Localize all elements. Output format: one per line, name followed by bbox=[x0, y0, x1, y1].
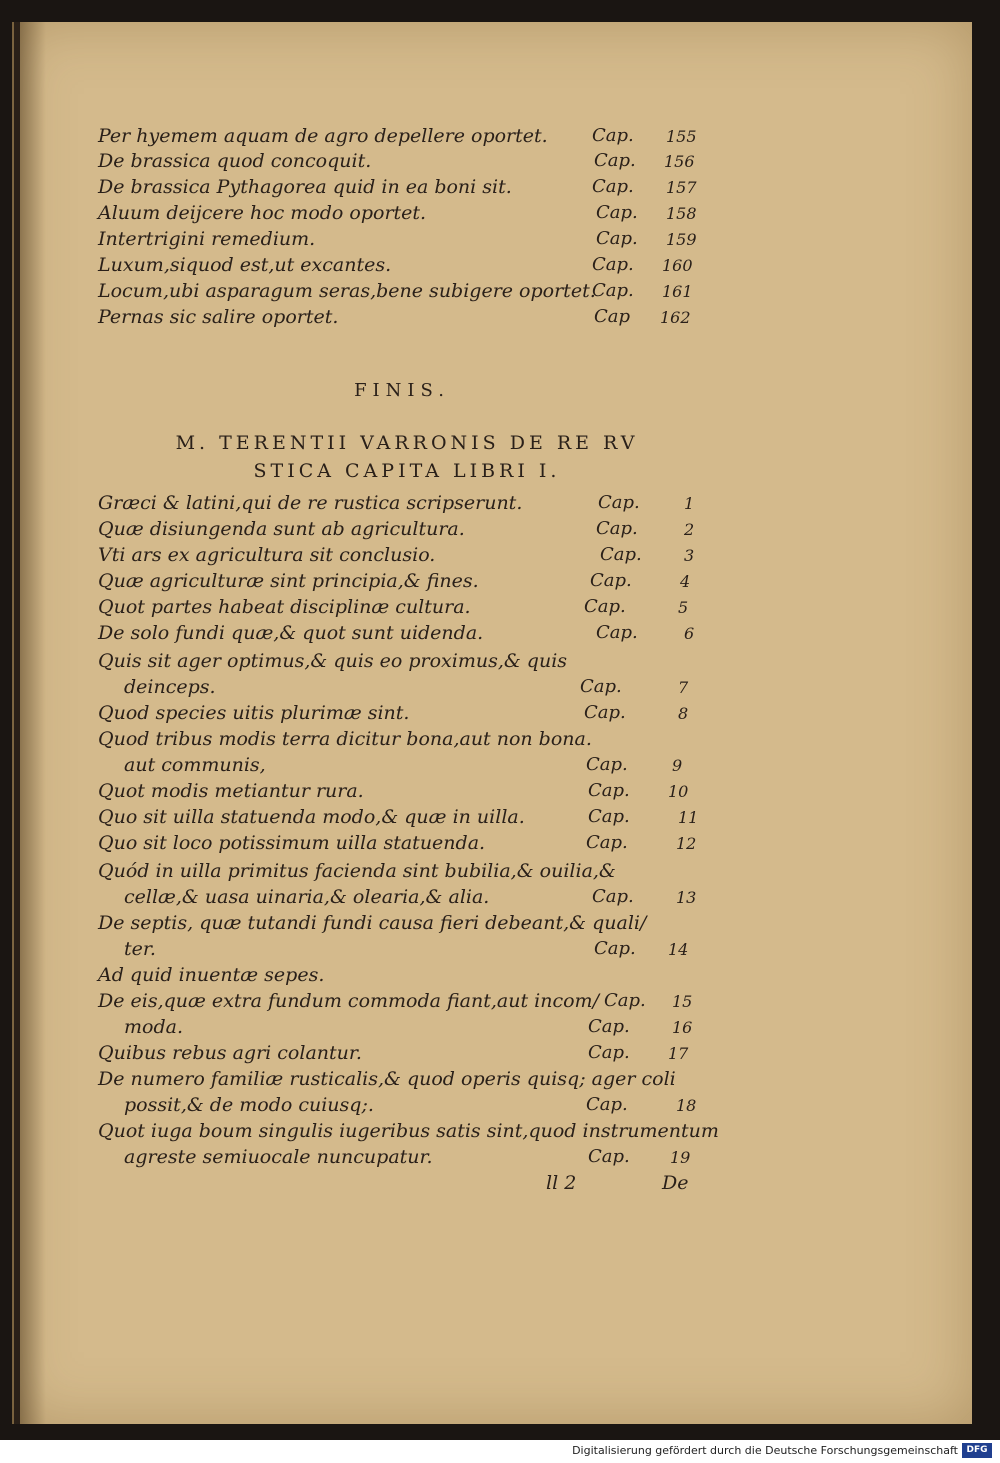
entry-17-text: Quibus rebus agri colantur. bbox=[98, 1042, 362, 1064]
catchword: De bbox=[662, 1172, 689, 1194]
entry-9-cap: Cap. bbox=[586, 754, 628, 775]
entry-5-num: 5 bbox=[678, 598, 689, 617]
entry-7-text: Quis sit ager optimus,& quis eo proximus,& quis bbox=[98, 650, 568, 672]
entry-156-num: 156 bbox=[664, 152, 695, 171]
entry-155-num: 155 bbox=[666, 127, 697, 146]
entry-19-cap: Cap. bbox=[588, 1146, 630, 1167]
entry-4-num: 4 bbox=[680, 572, 691, 591]
section-title-line1: M. TERENTII VARRONIS DE RE RV bbox=[175, 432, 639, 454]
entry-18-cont: possit,& de modo cuiusq;. bbox=[124, 1094, 374, 1116]
entry-4-text: Quæ agriculturæ sint principia,& fines. bbox=[98, 570, 479, 592]
entry-5-cap: Cap. bbox=[584, 596, 626, 617]
entry-6-num: 6 bbox=[684, 624, 695, 643]
entry-8-num: 8 bbox=[678, 704, 689, 723]
section-title-line2: STICA CAPITA LIBRI I. bbox=[253, 460, 561, 482]
entry-7-cap: Cap. bbox=[580, 676, 622, 697]
entry-19-cont: agreste semiuocale nuncupatur. bbox=[124, 1146, 433, 1168]
entry-159-num: 159 bbox=[666, 230, 697, 249]
entry-12-cap: Cap. bbox=[586, 832, 628, 853]
page-signature: ll 2 bbox=[546, 1172, 577, 1194]
entry-161-cap: Cap. bbox=[592, 280, 634, 301]
entry-7-cont: deinceps. bbox=[124, 676, 216, 698]
entry-3-cap: Cap. bbox=[600, 544, 642, 565]
entry-14-text: De septis, quæ tutandi fundi causa fieri debeant,& quali/ bbox=[98, 912, 647, 934]
entry-162-num: 162 bbox=[660, 308, 691, 327]
entry-17-num: 17 bbox=[668, 1044, 689, 1063]
entry-17-cap: Cap. bbox=[588, 1042, 630, 1063]
entry-161-num: 161 bbox=[662, 282, 693, 301]
entry-1-num: 1 bbox=[684, 494, 695, 513]
entry-9-cont: aut communis, bbox=[124, 754, 266, 776]
entry-158-text: Aluum deijcere hoc modo oportet. bbox=[98, 202, 427, 224]
entry-158-cap: Cap. bbox=[596, 202, 638, 223]
entry-15-num: 15 bbox=[672, 992, 693, 1011]
entry-6-text: De solo fundi quæ,& quot sunt uidenda. bbox=[98, 622, 484, 644]
entry-157-num: 157 bbox=[666, 178, 697, 197]
entry-10-text: Quot modis metiantur rura. bbox=[98, 780, 364, 802]
entry-3-text: Vti ars ex agricultura sit conclusio. bbox=[98, 544, 436, 566]
entry-12-text: Quo sit loco potissimum uilla statuenda. bbox=[98, 832, 486, 854]
entry-14a-text: Ad quid inuentæ sepes. bbox=[98, 964, 325, 986]
entry-157-text: De brassica Pythagorea quid in ea boni sit. bbox=[98, 176, 512, 198]
entry-15-cap: Cap. bbox=[604, 990, 646, 1011]
entry-16-num: 16 bbox=[672, 1018, 693, 1037]
entry-9-num: 9 bbox=[672, 756, 683, 775]
entry-9-text: Quod tribus modis terra dicitur bona,aut non bona. bbox=[98, 728, 592, 750]
entry-156-cap: Cap. bbox=[594, 150, 636, 171]
entry-3-num: 3 bbox=[684, 546, 695, 565]
entry-159-cap: Cap. bbox=[596, 228, 638, 249]
footer-bar bbox=[0, 1440, 1000, 1463]
entry-2-num: 2 bbox=[684, 520, 695, 539]
entry-13-cont: cellæ,& uasa uinaria,& olearia,& alia. bbox=[124, 886, 490, 908]
entry-11-num: 11 bbox=[678, 808, 699, 827]
dfg-logo: DFG bbox=[962, 1443, 992, 1458]
entry-1-cap: Cap. bbox=[598, 492, 640, 513]
entry-13-num: 13 bbox=[676, 888, 697, 907]
entry-15-text: De eis,quæ extra fundum commoda fiant,aut incom/ bbox=[98, 990, 599, 1012]
entry-7-num: 7 bbox=[678, 678, 689, 697]
entry-13-cap: Cap. bbox=[592, 886, 634, 907]
entry-6-cap: Cap. bbox=[596, 622, 638, 643]
entry-16-text: moda. bbox=[124, 1016, 183, 1038]
entry-19-text: Quot iuga boum singulis iugeribus satis sint,quod instrumentum bbox=[98, 1120, 719, 1142]
page-fold bbox=[14, 22, 20, 1424]
entry-158-num: 158 bbox=[666, 204, 697, 223]
entry-10-num: 10 bbox=[668, 782, 689, 801]
entry-2-cap: Cap. bbox=[596, 518, 638, 539]
entry-161-text: Locum,ubi asparagum seras,bene subigere oportet. bbox=[98, 280, 596, 302]
entry-18-cap: Cap. bbox=[586, 1094, 628, 1115]
entry-8-cap: Cap. bbox=[584, 702, 626, 723]
entry-162-cap: Cap bbox=[594, 306, 631, 327]
entry-2-text: Quæ disiungenda sunt ab agricultura. bbox=[98, 518, 465, 540]
entry-14-cont: ter. bbox=[124, 938, 156, 960]
entry-4-cap: Cap. bbox=[590, 570, 632, 591]
entry-18-text: De numero familiæ rusticalis,& quod operis quisq; ager coli bbox=[98, 1068, 676, 1090]
entry-14-num: 14 bbox=[668, 940, 689, 959]
entry-16-cap: Cap. bbox=[588, 1016, 630, 1037]
entry-14-cap: Cap. bbox=[594, 938, 636, 959]
entry-19-num: 19 bbox=[670, 1148, 691, 1167]
entry-156-text: De brassica quod concoquit. bbox=[98, 150, 372, 172]
entry-13-text: Quód in uilla primitus facienda sint bubilia,& ouilia,& bbox=[98, 860, 616, 882]
entry-8-text: Quod species uitis plurimæ sint. bbox=[98, 702, 410, 724]
footer-credit: Digitalisierung gefördert durch die Deutsche Forschungsgemeinschaft bbox=[572, 1444, 958, 1457]
entry-155-text: Per hyemem aquam de agro depellere oportet. bbox=[98, 125, 548, 147]
book-page bbox=[12, 22, 972, 1424]
entry-157-cap: Cap. bbox=[592, 176, 634, 197]
entry-18-num: 18 bbox=[676, 1096, 697, 1115]
entry-1-text: Græci & latini,qui de re rustica scripserunt. bbox=[98, 492, 523, 514]
entry-155-cap: Cap. bbox=[592, 125, 634, 146]
entry-5-text: Quot partes habeat disciplinæ cultura. bbox=[98, 596, 471, 618]
entry-160-cap: Cap. bbox=[592, 254, 634, 275]
entry-11-cap: Cap. bbox=[588, 806, 630, 827]
entry-160-text: Luxum,siquod est,ut excantes. bbox=[98, 254, 392, 276]
entry-159-text: Intertrigini remedium. bbox=[98, 228, 316, 250]
entry-10-cap: Cap. bbox=[588, 780, 630, 801]
entry-162-text: Pernas sic salire oportet. bbox=[98, 306, 339, 328]
entry-12-num: 12 bbox=[676, 834, 697, 853]
finis-heading: FINIS. bbox=[354, 380, 450, 401]
entry-160-num: 160 bbox=[662, 256, 693, 275]
entry-11-text: Quo sit uilla statuenda modo,& quæ in uilla. bbox=[98, 806, 525, 828]
